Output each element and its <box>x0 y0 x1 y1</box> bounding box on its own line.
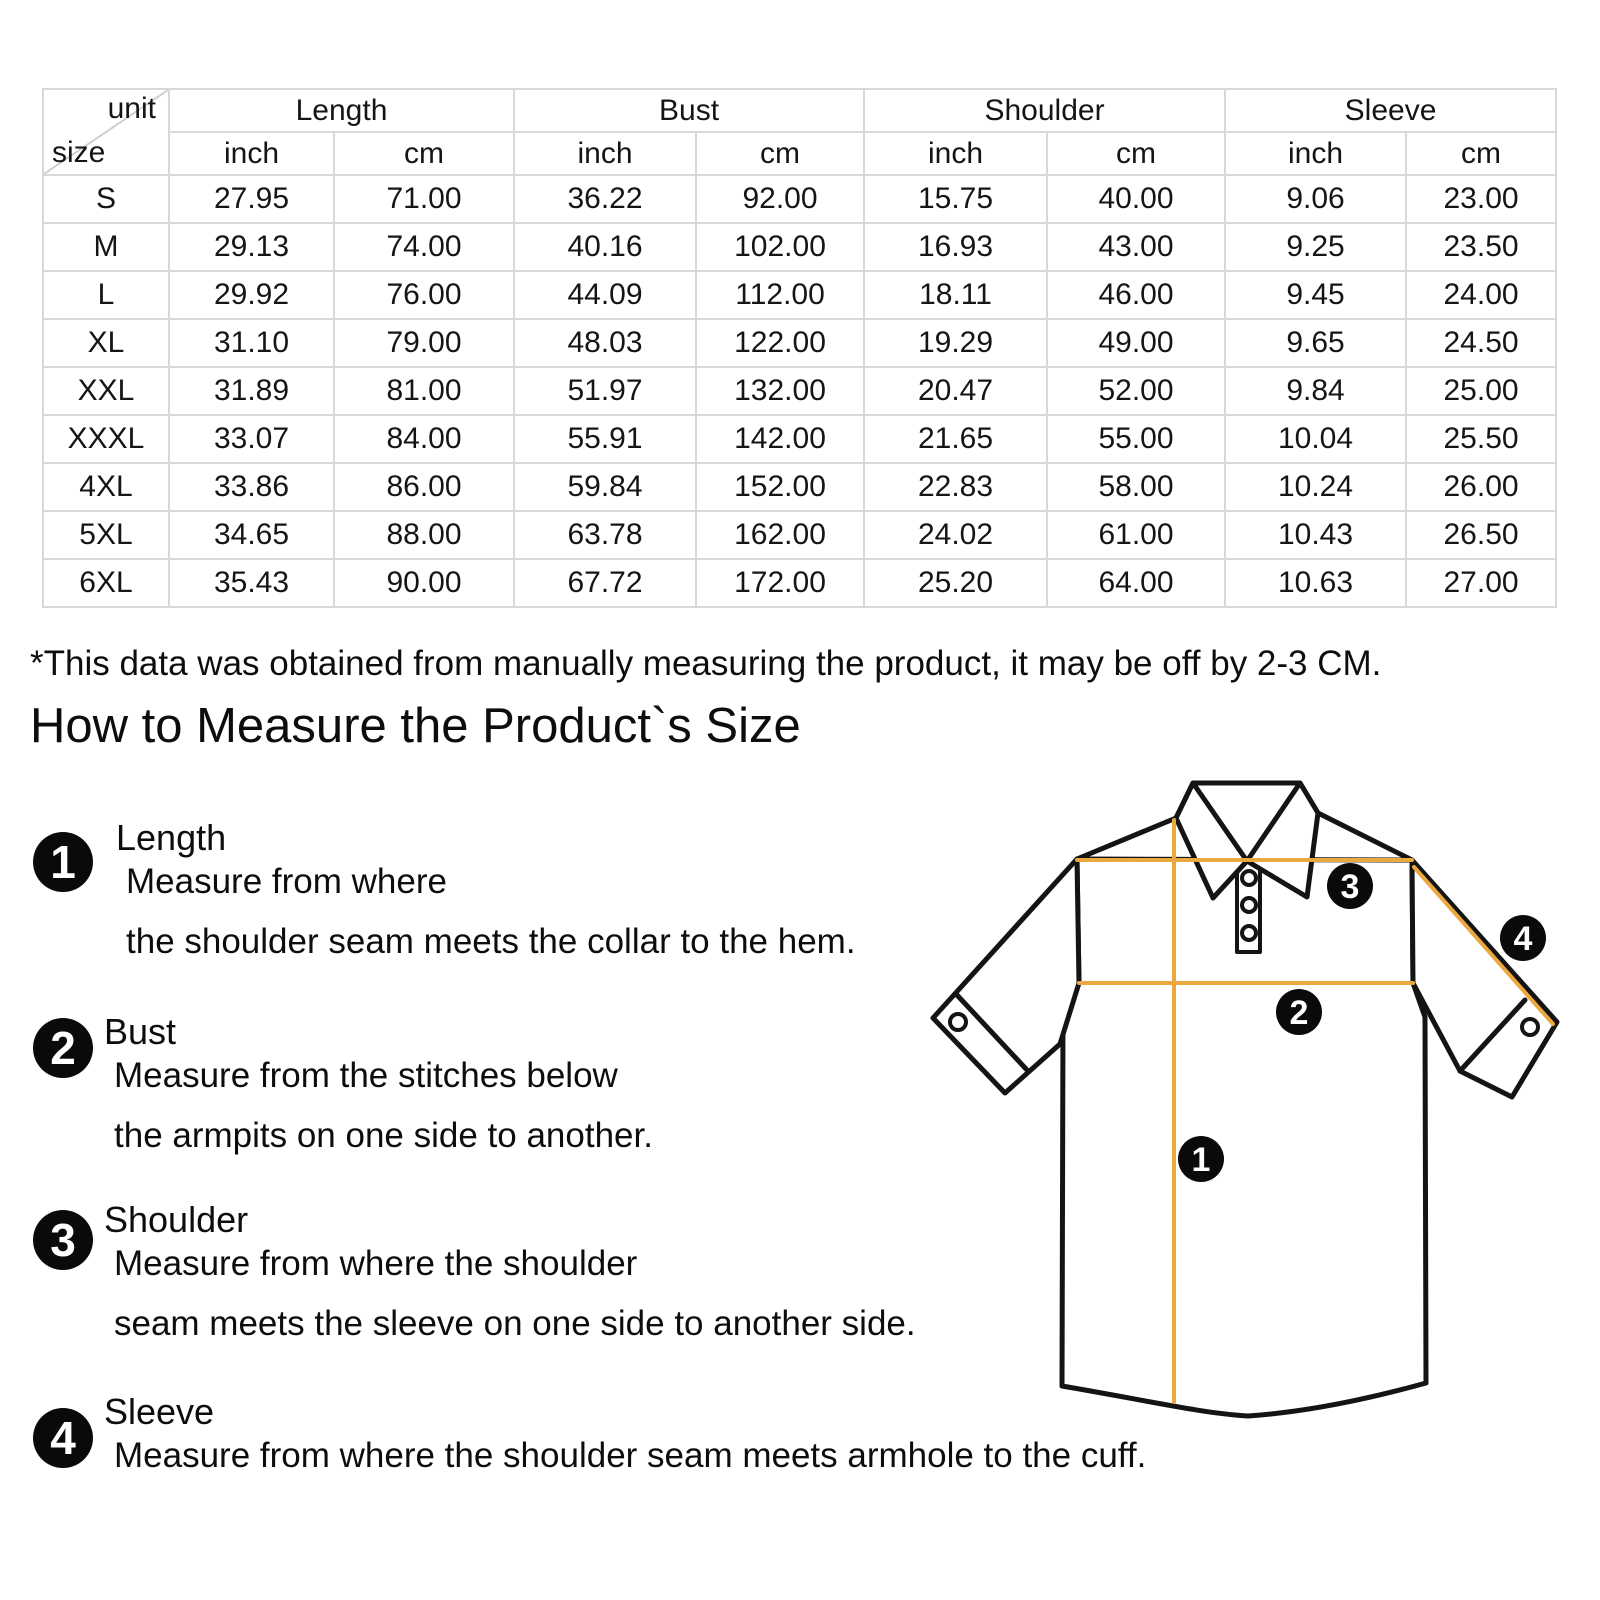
table-row <box>43 559 1556 607</box>
value-cell: 23.50 <box>1406 223 1556 271</box>
instruction-shoulder <box>104 1198 916 1346</box>
value-cell: 24.02 <box>864 511 1047 559</box>
table-row <box>43 319 1556 367</box>
value-cell: 27.95 <box>169 175 334 223</box>
value-cell: 31.10 <box>169 319 334 367</box>
instruction-bust-line1: Measure from the stitches below <box>114 1056 618 1095</box>
value-cell: 84.00 <box>334 415 514 463</box>
svg-text:4: 4 <box>1513 920 1533 958</box>
unit-header: inch <box>169 132 334 175</box>
value-cell: 55.00 <box>1047 415 1225 463</box>
shirt-measure-diagram <box>900 740 1600 1440</box>
instruction-length-title: Length <box>116 817 227 858</box>
column-group-sleeve: Sleeve <box>1225 89 1556 132</box>
value-cell: 43.00 <box>1047 223 1225 271</box>
unit-size-corner-cell <box>43 89 169 175</box>
unit-header: cm <box>1406 132 1556 175</box>
value-cell: 58.00 <box>1047 463 1225 511</box>
table-row <box>43 415 1556 463</box>
corner-unit-label: unit <box>107 92 156 125</box>
value-cell: 29.13 <box>169 223 334 271</box>
step-1-badge: 1 <box>33 832 93 892</box>
size-cell: L <box>43 271 169 319</box>
value-cell: 25.20 <box>864 559 1047 607</box>
instruction-shoulder-title: Shoulder <box>104 1199 249 1240</box>
unit-header: inch <box>864 132 1047 175</box>
instruction-shoulder-line1: Measure from where the shoulder <box>114 1244 638 1283</box>
value-cell: 9.84 <box>1225 367 1406 415</box>
size-cell: XL <box>43 319 169 367</box>
value-cell: 10.24 <box>1225 463 1406 511</box>
size-table-container <box>42 88 1557 608</box>
placket-button-2 <box>1242 898 1256 912</box>
measurement-disclaimer-note: *This data was obtained from manually measuring the product, it may be off by 2-3 CM. <box>30 644 1382 683</box>
value-cell: 10.04 <box>1225 415 1406 463</box>
svg-text:2: 2 <box>1289 994 1309 1032</box>
size-cell: M <box>43 223 169 271</box>
value-cell: 67.72 <box>514 559 696 607</box>
value-cell: 16.93 <box>864 223 1047 271</box>
value-cell: 132.00 <box>696 367 864 415</box>
instruction-bust-line2: the armpits on one side to another. <box>114 1116 653 1155</box>
value-cell: 21.65 <box>864 415 1047 463</box>
placket-button-3 <box>1242 926 1256 940</box>
value-cell: 59.84 <box>514 463 696 511</box>
page-title: How to Measure the Product`s Size <box>30 699 801 753</box>
value-cell: 33.86 <box>169 463 334 511</box>
group-header-row <box>43 89 1556 132</box>
step-3-badge: 3 <box>33 1210 93 1270</box>
value-cell: 90.00 <box>334 559 514 607</box>
size-table <box>42 88 1557 608</box>
instruction-bust-title: Bust <box>104 1011 177 1052</box>
diagram-badge-3 <box>1327 863 1373 909</box>
shirt-left-sleeve <box>933 859 1079 1093</box>
instruction-sleeve-line1: Measure from where the shoulder seam meets armhole to the cuff. <box>114 1436 1147 1475</box>
value-cell: 152.00 <box>696 463 864 511</box>
value-cell: 9.65 <box>1225 319 1406 367</box>
instruction-length <box>116 816 856 964</box>
value-cell: 63.78 <box>514 511 696 559</box>
value-cell: 74.00 <box>334 223 514 271</box>
value-cell: 15.75 <box>864 175 1047 223</box>
value-cell: 40.00 <box>1047 175 1225 223</box>
instruction-sleeve-title: Sleeve <box>104 1391 215 1432</box>
size-cell: XXL <box>43 367 169 415</box>
diagram-badge-2 <box>1276 989 1322 1035</box>
table-row <box>43 223 1556 271</box>
table-row <box>43 175 1556 223</box>
value-cell: 112.00 <box>696 271 864 319</box>
svg-text:3: 3 <box>1340 868 1360 906</box>
value-cell: 46.00 <box>1047 271 1225 319</box>
value-cell: 29.92 <box>169 271 334 319</box>
size-cell: XXXL <box>43 415 169 463</box>
value-cell: 19.29 <box>864 319 1047 367</box>
shirt-right-sleeve <box>1412 860 1557 1097</box>
corner-size-label: size <box>52 136 106 169</box>
table-row <box>43 511 1556 559</box>
right-cuff-button <box>1522 1019 1538 1035</box>
value-cell: 142.00 <box>696 415 864 463</box>
value-cell: 26.00 <box>1406 463 1556 511</box>
value-cell: 81.00 <box>334 367 514 415</box>
size-cell: S <box>43 175 169 223</box>
value-cell: 55.91 <box>514 415 696 463</box>
unit-header: cm <box>334 132 514 175</box>
unit-header: inch <box>514 132 696 175</box>
diagram-badge-1 <box>1178 1136 1224 1182</box>
unit-header-row <box>43 132 1556 175</box>
value-cell: 88.00 <box>334 511 514 559</box>
unit-header: inch <box>1225 132 1406 175</box>
value-cell: 51.97 <box>514 367 696 415</box>
table-row <box>43 367 1556 415</box>
value-cell: 23.00 <box>1406 175 1556 223</box>
value-cell: 34.65 <box>169 511 334 559</box>
table-row <box>43 271 1556 319</box>
left-cuff-button <box>950 1014 966 1030</box>
value-cell: 10.43 <box>1225 511 1406 559</box>
value-cell: 10.63 <box>1225 559 1406 607</box>
value-cell: 122.00 <box>696 319 864 367</box>
value-cell: 40.16 <box>514 223 696 271</box>
value-cell: 35.43 <box>169 559 334 607</box>
value-cell: 31.89 <box>169 367 334 415</box>
value-cell: 27.00 <box>1406 559 1556 607</box>
instruction-length-line1: Measure from where <box>126 862 447 901</box>
step-2-badge: 2 <box>33 1018 93 1078</box>
value-cell: 61.00 <box>1047 511 1225 559</box>
instruction-shoulder-line2: seam meets the sleeve on one side to another side. <box>114 1304 916 1343</box>
size-cell: 4XL <box>43 463 169 511</box>
column-group-shoulder: Shoulder <box>864 89 1225 132</box>
instruction-bust <box>104 1010 653 1158</box>
value-cell: 64.00 <box>1047 559 1225 607</box>
svg-text:1: 1 <box>1191 1141 1211 1179</box>
value-cell: 172.00 <box>696 559 864 607</box>
value-cell: 18.11 <box>864 271 1047 319</box>
size-cell: 5XL <box>43 511 169 559</box>
value-cell: 24.50 <box>1406 319 1556 367</box>
value-cell: 162.00 <box>696 511 864 559</box>
value-cell: 48.03 <box>514 319 696 367</box>
size-cell: 6XL <box>43 559 169 607</box>
value-cell: 24.00 <box>1406 271 1556 319</box>
unit-header: cm <box>696 132 864 175</box>
value-cell: 49.00 <box>1047 319 1225 367</box>
column-group-length: Length <box>169 89 514 132</box>
value-cell: 79.00 <box>334 319 514 367</box>
value-cell: 36.22 <box>514 175 696 223</box>
value-cell: 33.07 <box>169 415 334 463</box>
value-cell: 25.50 <box>1406 415 1556 463</box>
placket-button-1 <box>1242 871 1256 885</box>
value-cell: 25.00 <box>1406 367 1556 415</box>
value-cell: 102.00 <box>696 223 864 271</box>
value-cell: 22.83 <box>864 463 1047 511</box>
unit-header: cm <box>1047 132 1225 175</box>
value-cell: 44.09 <box>514 271 696 319</box>
right-yoke-line <box>1318 813 1412 860</box>
column-group-bust: Bust <box>514 89 864 132</box>
value-cell: 76.00 <box>334 271 514 319</box>
diagram-badge-4 <box>1500 915 1546 961</box>
value-cell: 9.25 <box>1225 223 1406 271</box>
instruction-length-line2: the shoulder seam meets the collar to the hem. <box>126 922 856 961</box>
value-cell: 86.00 <box>334 463 514 511</box>
left-yoke-line <box>1077 818 1176 859</box>
value-cell: 92.00 <box>696 175 864 223</box>
value-cell: 52.00 <box>1047 367 1225 415</box>
value-cell: 71.00 <box>334 175 514 223</box>
value-cell: 9.06 <box>1225 175 1406 223</box>
value-cell: 9.45 <box>1225 271 1406 319</box>
step-4-badge: 4 <box>33 1408 93 1468</box>
value-cell: 20.47 <box>864 367 1047 415</box>
size-table-body <box>43 175 1556 607</box>
table-row <box>43 463 1556 511</box>
value-cell: 26.50 <box>1406 511 1556 559</box>
